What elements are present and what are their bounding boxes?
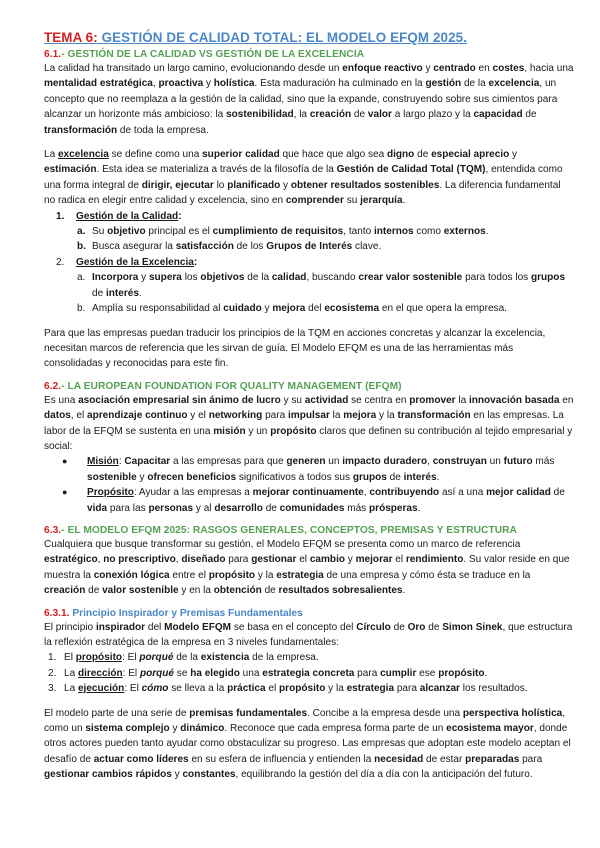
section-number: 6.3. bbox=[44, 524, 62, 536]
paragraph: El modelo parte de una serie de premisas fundamentales. Concibe a la empresa desde una perspectiva holística, como un sistema complejo y dinámico. Reconoce que cada empresa forma parte de un ecosistema mayor, donde otros actores pueden tanto ayudar como obstaculizar su progreso. Las empresas que adoptan este modelo aceptan el desafío de actuar como líderes en su esfera de influencia y entienden la necesidad de estar preparadas para gestionar cambios rápidos y constantes, equilibrando la gestión del día a día con la anticipación del futuro. bbox=[44, 707, 571, 781]
list-label-suffix: : bbox=[193, 256, 198, 268]
golden-circle-levels-list bbox=[44, 650, 574, 696]
list-item bbox=[44, 681, 574, 696]
list-marker: 3. bbox=[48, 683, 57, 695]
list-item bbox=[44, 666, 574, 681]
list-text: Busca asegurar la satisfacción de los Grupos de Interés clave. bbox=[92, 241, 382, 253]
list-label-suffix: : bbox=[178, 210, 182, 222]
list-prefix: El bbox=[64, 652, 76, 664]
section-heading-text: - LA EUROPEAN FOUNDATION FOR QUALITY MANAGEMENT (EFQM) bbox=[61, 380, 402, 392]
list-marker: b. bbox=[77, 303, 86, 315]
efqm-bullet-list bbox=[44, 454, 574, 516]
paragraph: Para que las empresas puedan traducir los principios de la TQM en acciones concretas y alcanzar la excelencia, necesitan marcos de referencia que les sirvan de guía. El Modelo EFQM es una de las herramientas más consolidadas y reconocidas para este fin. bbox=[44, 327, 546, 370]
section-6-1-heading bbox=[44, 49, 574, 60]
section-6-2-heading bbox=[44, 381, 574, 392]
paragraph: La excelencia se define como una superior calidad que hace que algo sea digno de especial aprecio y estimación. Esta idea se materializa a través de la filosofía de la Gestión de Calidad Total (TQM), entendida como una forma integral de dirigir, ejecutar lo planificado y obtener resultados sostenibles. La diferencia fundamental no radica en elegir entre calidad y excelencia, sino en comprender su jerarquía. bbox=[44, 149, 563, 207]
list-label: dirección bbox=[77, 667, 123, 679]
list-item bbox=[44, 209, 574, 224]
paragraph: Es una asociación empresarial sin ánimo de lucro y su actividad se centra en promover la innovación basada en datos, el aprendizaje continuo y el networking para impulsar la mejora y la transformación en las empresas. La labor de la EFQM se sustenta en una misión y un propósito claros que definen su contribución al tejido empresarial y social: bbox=[44, 394, 574, 452]
list-item bbox=[44, 650, 574, 665]
list-text: Amplía su responsabilidad al cuidado y mejora del ecosistema en el que opera la empresa. bbox=[92, 303, 507, 315]
bullet-dot-icon: ● bbox=[62, 456, 68, 467]
sub-list-item bbox=[44, 270, 574, 301]
sub-list-item bbox=[44, 239, 574, 254]
sub-list-item bbox=[44, 224, 574, 239]
list-label: propósito bbox=[75, 652, 123, 664]
paragraph: La calidad ha transitado un largo camino, evolucionando desde un enfoque reactivo y centrado en costes, hacia una mentalidad estratégica, proactiva y holística. Esta maduración ha culminado en la gestión de la excelencia, un concepto que no reemplaza a la gestión de la calidad, sino que la expande, construyendo sobre sus cimientos para alcanzar un horizonte más ambicioso: la sostenibilidad, la creación de valor a largo plazo y la capacidad de transformación de toda la empresa. bbox=[44, 63, 574, 136]
list-text: : El porqué de la existencia de la empresa. bbox=[122, 652, 319, 664]
bullet-text: : Ayudar a las empresas a mejorar continuamente, contribuyendo así a una mejor calidad de vida para las personas y al desarrollo de comunidades más prósperas. bbox=[87, 487, 565, 514]
list-prefix: La bbox=[64, 667, 78, 679]
title-tema: TEMA 6: bbox=[44, 30, 98, 45]
bullet-item bbox=[44, 454, 574, 485]
list-text: Incorpora y supera los objetivos de la calidad, buscando crear valor sostenible para todos los grupos de interés. bbox=[92, 272, 566, 299]
quality-vs-excellence-list bbox=[44, 209, 574, 317]
list-label: Gestión de la Calidad bbox=[76, 210, 179, 222]
section-heading-text: Principio Inspirador y Premisas Fundamentales bbox=[69, 607, 303, 619]
list-text: Su objetivo principal es el cumplimiento de requisitos, tanto internos como externos. bbox=[92, 226, 489, 238]
list-item bbox=[44, 255, 574, 270]
section-number: 6.3.1. bbox=[44, 607, 70, 619]
bullet-text: : Capacitar a las empresas para que generen un impacto duradero, construyan un futuro más sostenible y ofrecen beneficios significativos a todos sus grupos de interés. bbox=[87, 456, 555, 483]
section-heading-text: - EL MODELO EFQM 2025: RASGOS GENERALES, CONCEPTOS, PREMISAS Y ESTRUCTURA bbox=[61, 524, 517, 536]
list-marker: a. bbox=[77, 272, 86, 284]
list-marker: 2. bbox=[56, 256, 65, 268]
list-label: ejecución bbox=[77, 683, 125, 695]
paragraph: El principio inspirador del Modelo EFQM se basa en el concepto del Círculo de Oro de Simon Sinek, que estructura la reflexión estratégica de la empresa en 3 niveles fundamentales: bbox=[44, 621, 573, 648]
bullet-label: Misión bbox=[87, 456, 119, 468]
sub-list-item bbox=[44, 301, 574, 316]
bullet-label: Propósito bbox=[87, 487, 134, 499]
list-label: Gestión de la Excelencia bbox=[76, 256, 194, 268]
list-text: : El cómo se lleva a la práctica el propósito y la estrategia para alcanzar los resultados. bbox=[124, 683, 528, 695]
list-text: : El porqué se ha elegido una estrategia concreta para cumplir ese propósito. bbox=[122, 667, 488, 679]
list-marker: 2. bbox=[48, 667, 57, 679]
section-number: 6.1. bbox=[44, 49, 62, 60]
bullet-item bbox=[44, 485, 574, 516]
section-6-3-heading bbox=[44, 525, 574, 536]
paragraph: Cualquiera que busque transformar su gestión, el Modelo EFQM se presenta como un marco de referencia estratégico, no prescriptivo, diseñado para gestionar el cambio y mejorar el rendimiento. Su valor reside en que muestra la conexión lógica entre el propósito y la estrategia de una empresa y cómo ésta se traduce en la creación de valor sostenible y en la obtención de resultados sobresalientes. bbox=[44, 538, 570, 597]
section-6-3-1-heading bbox=[44, 608, 574, 619]
title-text: GESTIÓN DE CALIDAD TOTAL: EL MODELO EFQM 2025. bbox=[97, 30, 468, 45]
section-number: 6.2. bbox=[44, 380, 62, 392]
page-title bbox=[44, 30, 574, 45]
list-marker: a. bbox=[77, 226, 86, 238]
section-heading-text: - GESTIÓN DE LA CALIDAD VS GESTIÓN DE LA EXCELENCIA bbox=[61, 49, 365, 60]
list-marker: b. bbox=[77, 241, 86, 253]
list-marker: 1. bbox=[56, 210, 65, 222]
list-prefix: La bbox=[64, 683, 78, 695]
bullet-dot-icon: ● bbox=[62, 487, 68, 498]
list-marker: 1. bbox=[48, 652, 57, 664]
